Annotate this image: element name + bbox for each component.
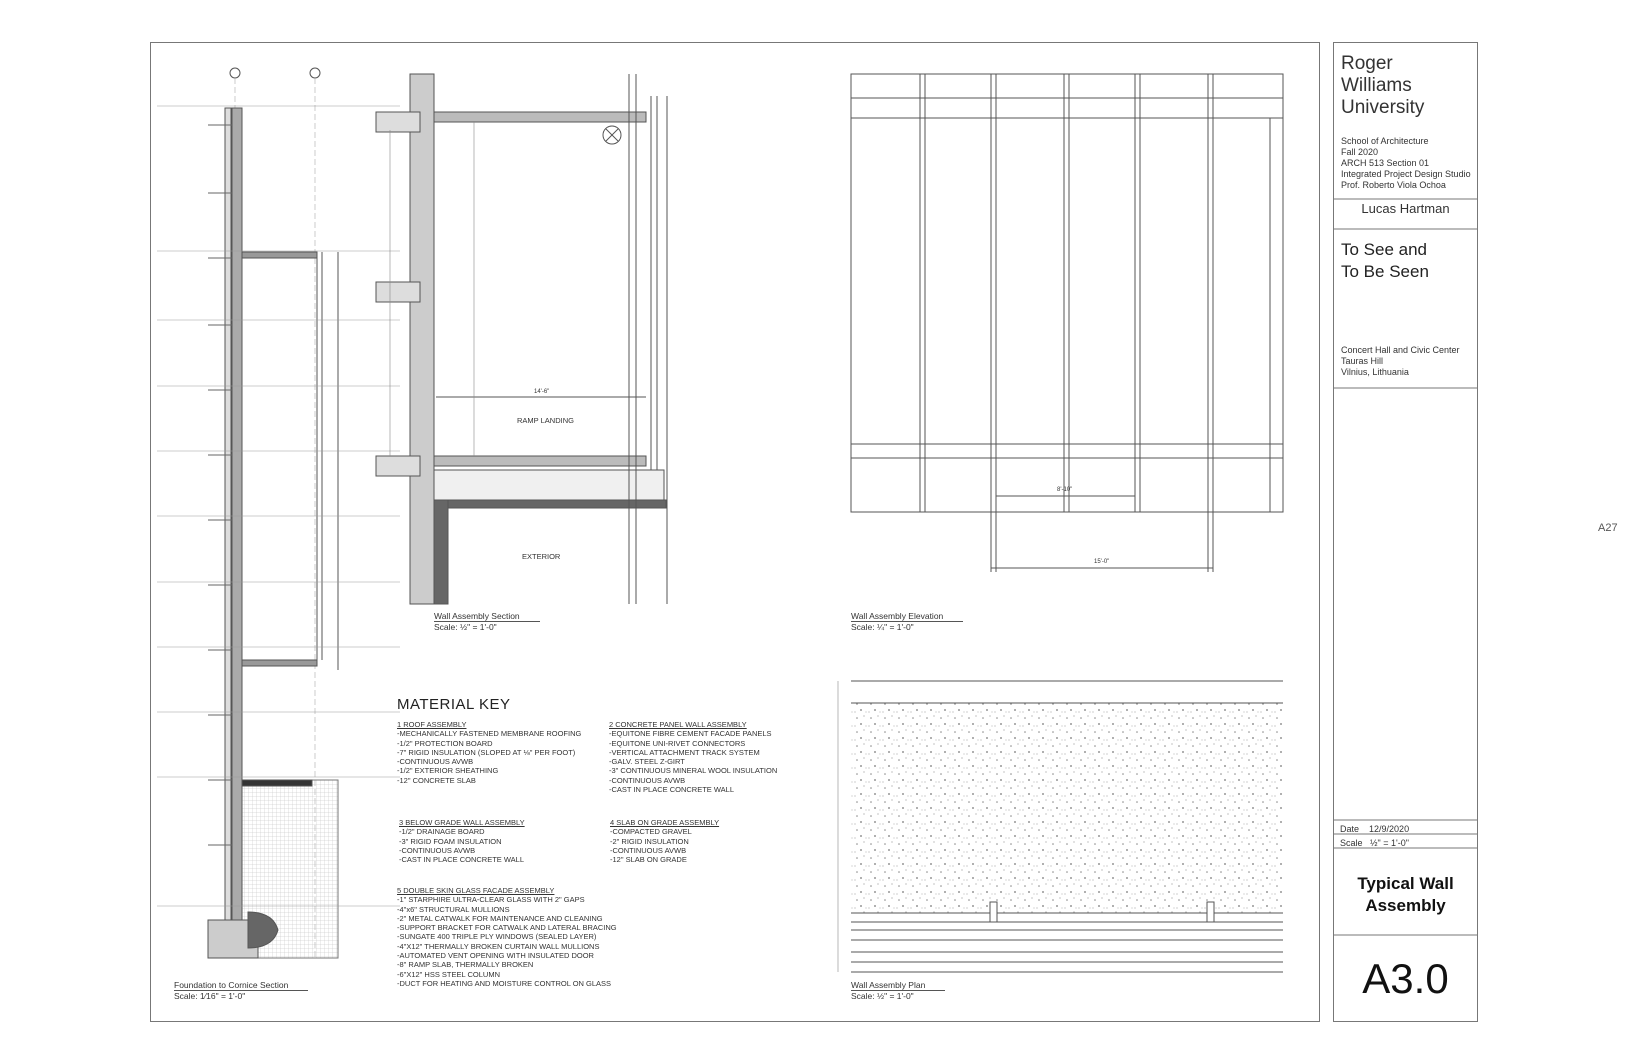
sheet-number: A3.0 (1362, 955, 1449, 1002)
project-title (1341, 239, 1429, 283)
location-line: Tauras Hill (1341, 356, 1384, 366)
material-item: -CONTINUOUS AVWB (399, 845, 476, 855)
drawing-title (1334, 873, 1477, 917)
material-item: -1/2" PROTECTION BOARD (397, 738, 493, 748)
material-item: -COMPACTED GRAVEL (610, 827, 692, 837)
section-scale: Scale: ½" = 1'-0" (434, 622, 497, 632)
exterior-label: EXTERIOR (522, 552, 561, 561)
school-line: Prof. Roberto Viola Ochoa (1341, 180, 1446, 190)
material-group-heading: 2 CONCRETE PANEL WALL ASSEMBLY (609, 720, 747, 729)
drawing-title-line: Typical Wall (1357, 874, 1454, 893)
material-group-4 (610, 818, 719, 864)
material-group-3 (399, 818, 525, 864)
location-line: Concert Hall and Civic Center (1341, 345, 1460, 355)
material-item: -GALV. STEEL Z-GIRT (609, 757, 685, 767)
project-location (1341, 345, 1460, 378)
material-item: -CAST IN PLACE CONCRETE WALL (609, 785, 735, 795)
material-item: -MECHANICALLY FASTENED MEMBRANE ROOFING (397, 729, 582, 739)
material-item: -8" RAMP SLAB, THERMALLY BROKEN (397, 960, 534, 970)
material-item: -2" RIGID INSULATION (610, 836, 689, 846)
elevation-title: Wall Assembly Elevation (851, 611, 963, 622)
material-item: -4"X12" THERMALLY BROKEN CURTAIN WALL MULLIONS (397, 941, 600, 951)
material-group-5 (397, 886, 617, 988)
material-item: -EQUITONE FIBRE CEMENT FACADE PANELS (609, 729, 772, 739)
material-item: -CONTINUOUS AVWB (610, 845, 687, 855)
plan-caption (851, 980, 945, 1001)
material-item: -CONTINUOUS AVWB (397, 757, 474, 767)
material-item: -3" RIGID FOAM INSULATION (399, 836, 502, 846)
author-name: Lucas Hartman (1361, 201, 1450, 216)
school-line: Fall 2020 (1341, 147, 1379, 157)
wall-elevation-drawing (851, 74, 1283, 572)
material-item: -12" SLAB ON GRADE (610, 855, 687, 865)
material-item: -1/2" DRAINAGE BOARD (399, 827, 485, 837)
school-line: Integrated Project Design Studio (1341, 169, 1471, 179)
elevation-scale: Scale: ¼" = 1'-0" (851, 622, 914, 632)
section-width-dimension: 14'-6" (534, 389, 550, 395)
plan-title: Wall Assembly Plan (851, 980, 945, 991)
school-line: School of Architecture (1341, 136, 1429, 146)
foundation-title: Foundation to Cornice Section (174, 980, 308, 991)
wall-section-drawing (376, 74, 667, 604)
location-line: Vilnius, Lithuania (1341, 367, 1409, 377)
foundation-caption (174, 980, 308, 1001)
foundation-section-drawing (157, 68, 400, 960)
section-caption (434, 611, 540, 632)
material-item: -SUPPORT BRACKET FOR CATWALK AND LATERAL BRACING (397, 923, 617, 933)
material-group-2 (609, 720, 777, 794)
scale-value: ½" = 1'-0" (1370, 838, 1409, 848)
project-title-line: To See and (1341, 240, 1428, 259)
material-item: -1" STARPHIRE ULTRA-CLEAR GLASS WITH 2" GAPS (397, 895, 585, 905)
material-item: -VERTICAL ATTACHMENT TRACK SYSTEM (609, 747, 760, 757)
material-item: -AUTOMATED VENT OPENING WITH INSULATED DOOR (397, 951, 594, 961)
elevation-caption (851, 611, 963, 632)
material-group-heading: 1 ROOF ASSEMBLY (397, 720, 467, 729)
material-item: -6"X12" HSS STEEL COLUMN (397, 969, 500, 979)
elevation-bay-dimension: 8'-10" (1057, 487, 1073, 493)
title-block (1333, 42, 1478, 1022)
school-line: ARCH 513 Section 01 (1341, 158, 1430, 168)
wall-plan-drawing (838, 681, 1283, 972)
material-item: -7" RIGID INSULATION (SLOPED AT ⅛" PER FOOT) (397, 747, 576, 757)
material-item: -DUCT FOR HEATING AND MOISTURE CONTROL ON GLASS (397, 978, 612, 988)
material-group-heading: 3 BELOW GRADE WALL ASSEMBLY (399, 818, 525, 827)
foundation-scale: Scale: 1⁄16" = 1'-0" (174, 991, 246, 1001)
material-item: -SUNGATE 400 TRIPLE PLY WINDOWS (SEALED LAYER) (397, 932, 597, 942)
scale-row (1340, 838, 1409, 848)
material-item: -3" CONTINUOUS MINERAL WOOL INSULATION (609, 766, 778, 776)
material-item: -EQUITONE UNI-RIVET CONNECTORS (609, 738, 746, 748)
material-item: -CAST IN PLACE CONCRETE WALL (399, 855, 525, 865)
project-title-line: To Be Seen (1341, 262, 1429, 281)
room-label: RAMP LANDING (517, 416, 574, 425)
material-key-title: MATERIAL KEY (397, 696, 511, 713)
scale-label: Scale (1340, 838, 1363, 848)
material-group-heading: 4 SLAB ON GRADE ASSEMBLY (610, 818, 720, 827)
page-id: A27 (1598, 522, 1618, 534)
date-label: Date (1340, 824, 1360, 834)
date-value: 12/9/2020 (1369, 824, 1410, 834)
date-row (1340, 824, 1409, 834)
university-name: Roger Williams University (1341, 53, 1425, 118)
material-item: -1/2" EXTERIOR SHEATHING (397, 766, 499, 776)
material-item: -2" METAL CATWALK FOR MAINTENANCE AND CLEANING (397, 913, 603, 923)
material-group-heading: 5 DOUBLE SKIN GLASS FACADE ASSEMBLY (397, 886, 555, 895)
plan-scale: Scale: ½" = 1'-0" (851, 991, 914, 1001)
material-group-1 (397, 720, 581, 785)
material-item: -12" CONCRETE SLAB (397, 775, 476, 785)
material-item: -CONTINUOUS AVWB (609, 775, 686, 785)
material-item: -4"x6" STRUCTURAL MULLIONS (397, 904, 510, 914)
section-title: Wall Assembly Section (434, 611, 540, 622)
school-info (1341, 136, 1471, 191)
elevation-span-dimension: 15'-0" (1094, 559, 1110, 565)
drawing-title-line: Assembly (1365, 896, 1446, 915)
